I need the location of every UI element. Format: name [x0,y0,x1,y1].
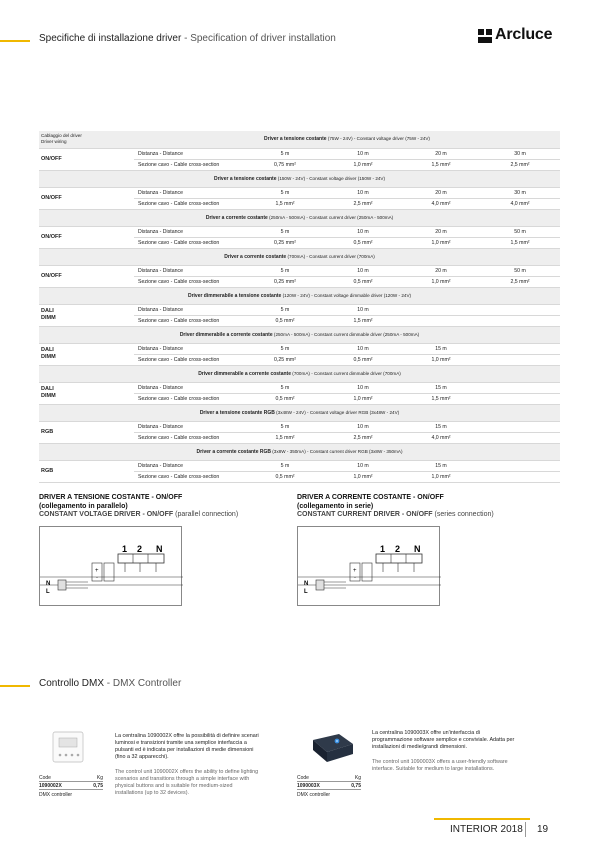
dmx-title-en: DMX Controller [112,678,182,689]
driver-group-title-rest: (700mA) - Constant current dimmable driver (700mA) [292,370,401,376]
wiring-right-subtitle-en: (series connection) [434,511,494,518]
distance-value: 5 m [246,187,324,198]
distance-value: 5 m [246,343,324,354]
driver-wiring-header-it: Cablaggio del driver [41,133,82,139]
footer-separator [525,822,526,837]
switch-terminal-block [118,554,164,563]
driver-group-title [39,209,560,226]
page-title [39,33,336,44]
distance-row [39,382,560,393]
distance-value: 10 m [324,226,402,237]
distance-value: 15 m [402,382,480,393]
distance-label: Distanza - Distance [134,382,246,393]
distance-label: Distanza - Distance [134,304,246,315]
driver-group-title [39,170,560,187]
series-wiring-diagram [297,526,440,606]
distance-value: 20 m [402,226,480,237]
cable-section-value: 1,0 mm² [402,276,480,287]
cable-section-value: 0,25 mm² [246,237,324,248]
brand-name: Arcluce [495,26,553,43]
driver-group-title-rest: (75W - 24V) - Constant voltage driver (75W - 24V) [327,136,430,142]
page-number: 19 [537,824,549,835]
cable-section-value [480,393,560,404]
cable-section-value [480,471,560,482]
distance-value: 10 m [324,382,402,393]
distance-value: 50 m [480,226,560,237]
cable-section-label: Sezione cavo - Cable cross-section [134,393,246,404]
dmx-title-it: Controllo DMX [39,678,105,689]
parallel-wiring-svg [40,527,183,607]
cable-section-value: 1,0 mm² [324,393,402,404]
driver-wiring-table-body [39,131,560,482]
control-type: ON/OFF [39,148,134,170]
cable-section-label: Sezione cavo - Cable cross-section [134,198,246,209]
distance-value: 5 m [246,265,324,276]
distance-value: 30 m [480,187,560,198]
cable-section-value: 4,0 mm² [402,198,480,209]
cable-section-label: Sezione cavo - Cable cross-section [134,315,246,326]
footer-accent-line [434,818,530,820]
distance-label: Distanza - Distance [134,460,246,471]
distance-row [39,460,560,471]
cable-section-value: 2,5 mm² [324,432,402,443]
wiring-left-title-en [39,511,238,520]
distance-label: Distanza - Distance [134,265,246,276]
cable-section-value: 0,25 mm² [246,276,324,287]
distance-value [480,343,560,354]
cable-section-value: 4,0 mm² [402,432,480,443]
driver-group-title-rest: (250mA - 500mA) - Constant current dimmable driver (250mA - 500mA) [273,331,420,337]
driver-group-title-rest: (3x8W - 350mA) - Constant current driver RGB (3x8W - 350mA) [272,448,403,454]
control-type: ON/OFF [39,265,134,287]
brand-mark-icon [478,29,492,43]
control-type: DALI DIMM [39,382,134,404]
driver-group-title-rest: (120W - 24V) - Constant voltage dimmable driver (120W - 24V) [282,292,412,298]
terminal-label-1: 1 [122,544,128,554]
control-type: RGB [39,460,134,482]
distance-value: 15 m [402,343,480,354]
cable-section-label: Sezione cavo - Cable cross-section [134,276,246,287]
product-type: DMX controller [297,792,331,798]
distance-value: 10 m [324,187,402,198]
cable-section-value: 1,0 mm² [324,159,402,170]
cable-section-value: 2,5 mm² [480,159,560,170]
driver-group-title [39,326,560,343]
catalog-label: INTERIOR 2018 [450,824,523,835]
cable-section-value: 1,5 mm² [246,432,324,443]
distance-value [480,304,560,315]
weight-label: Kg [96,774,103,781]
cable-section-value: 0,5 mm² [246,471,324,482]
cable-section-value: 4,0 mm² [480,198,560,209]
polarity-plus: + [95,568,99,574]
driver-group-title [39,404,560,421]
wiring-right-title-en-main: CONSTANT CURRENT DRIVER - ON/OFF [297,511,433,518]
distance-value: 10 m [324,304,402,315]
code-label: Code [39,774,51,781]
weight-label: Kg [354,774,361,781]
dmx-accent-line [0,685,30,687]
description-it: La centralina 1090002X offre la possibilità di definire scenari luminosi e transizioni tramite una semplice interfaccia a pulsanti ed è indicata per installazioni di medie dimensioni (fino a 32 apparecchi). [115,733,259,760]
product-weight: 0,75 [93,782,103,789]
driver-group-title [39,443,560,460]
distance-label: Distanza - Distance [134,187,246,198]
distance-value [480,382,560,393]
distance-label: Distanza - Distance [134,148,246,159]
cable-section-value: 1,5 mm² [480,237,560,248]
cable-section-label: Sezione cavo - Cable cross-section [134,471,246,482]
driver-group-title-rest: (250mA - 500mA) - Constant current driver (250mA - 500mA) [269,214,394,220]
product-table-header [297,774,361,782]
driver-group-title-it: Driver a tensione costante RGB [199,409,275,416]
cable-section-value: 2,5 mm² [480,276,560,287]
distance-row [39,226,560,237]
driver-group-title-row [39,209,560,226]
wiring-left-subtitle-it: (collegamento in parallelo) [39,502,128,510]
distance-value: 5 m [246,382,324,393]
driver-group-title-rest: (150W - 24V) - Constant voltage driver (150W - 24V) [277,175,386,181]
driver-wiring-table [39,131,560,483]
cable-section-value: 1,0 mm² [324,471,402,482]
distance-value: 30 m [480,148,560,159]
dmx-controller-1-image [39,730,107,764]
driver-group-title-it: Driver dimmerabile a corrente costante [179,331,273,338]
driver-group-title [39,248,560,265]
dmx-controller-2-description [372,730,518,773]
product-type: DMX controller [39,792,73,798]
cable-section-value [480,315,560,326]
cable-section-value: 1,5 mm² [324,315,402,326]
cable-section-value: 1,0 mm² [402,354,480,365]
driver-box-2 [362,563,372,581]
distance-value: 10 m [324,421,402,432]
cable-section-value: 1,0 mm² [402,237,480,248]
header-accent-line [0,40,30,42]
driver-group-title [39,365,560,382]
polarity-plus: + [353,568,357,574]
control-type: ON/OFF [39,226,134,248]
driver-group-title-rest: (700mA) - Constant current driver (700mA) [287,253,375,259]
mains-terminal [316,580,324,590]
polarity-minus: - [96,575,98,581]
cable-section-value [402,315,480,326]
wiring-left-title-it: DRIVER A TENSIONE COSTANTE - ON/OFF [39,494,183,501]
driver-group-title-row [39,248,560,265]
description-it: La centralina 1090003X offre un'interfaccia di programmazione software semplice e conviviale. Adatta per installazioni di medie/grandi dimensioni. [372,730,515,750]
wiring-right-subtitle-it: (collegamento in serie) [297,502,374,510]
product-table-row [297,782,361,790]
distance-value: 15 m [402,460,480,471]
distance-value [402,304,480,315]
distance-value: 50 m [480,265,560,276]
distance-value: 20 m [402,148,480,159]
distance-value: 10 m [324,265,402,276]
distance-value [480,460,560,471]
cable-section-value [480,354,560,365]
product-code: 1090002X [39,782,62,789]
wiring-left-heading [39,494,238,520]
product-table-row [39,782,103,790]
distance-row [39,421,560,432]
distance-row [39,265,560,276]
mains-terminal [58,580,66,590]
distance-value: 5 m [246,148,324,159]
cable-section-value: 0,25 mm² [246,354,324,365]
distance-value: 5 m [246,226,324,237]
polarity-minus: - [354,575,356,581]
cable-section-value: 1,5 mm² [246,198,324,209]
distance-row [39,187,560,198]
distance-row [39,343,560,354]
distance-row [39,304,560,315]
mains-label-l: L [304,589,308,595]
control-type: DALI DIMM [39,304,134,326]
control-type: DALI DIMM [39,343,134,365]
distance-value: 15 m [402,421,480,432]
wiring-right-title-en [297,511,494,520]
cable-section-label: Sezione cavo - Cable cross-section [134,354,246,365]
code-label: Code [297,774,309,781]
terminal-label-2: 2 [137,544,143,554]
distance-value: 10 m [324,148,402,159]
dmx-section-title [39,678,181,689]
cable-section-label: Sezione cavo - Cable cross-section [134,159,246,170]
page-title-en: Specification of driver installation [190,33,336,44]
terminal-label-n: N [156,544,163,554]
driver-group-title-row [39,404,560,421]
driver-group-title-row [39,287,560,304]
driver-group-title-it: Driver a tensione costante [264,136,327,143]
cable-section-label: Sezione cavo - Cable cross-section [134,432,246,443]
distance-value: 20 m [402,265,480,276]
product-code: 1090003X [297,782,320,789]
driver-wiring-header [39,131,134,148]
brand-logo [478,28,568,44]
cable-section-value: 0,75 mm² [246,159,324,170]
driver-group-title-it: Driver a corrente costante [205,214,268,221]
control-type: RGB [39,421,134,443]
mains-label-n: N [46,581,51,587]
distance-value [480,421,560,432]
wiring-left-title-en-main: CONSTANT VOLTAGE DRIVER - ON/OFF [39,511,174,518]
driver-group-title-it: Driver dimmerabile a tensione costante [187,292,282,299]
driver-group-title [134,131,560,148]
driver-group-title-row [39,365,560,382]
distance-value: 20 m [402,187,480,198]
cable-section-value: 0,5 mm² [324,237,402,248]
mains-label-l: L [46,589,50,595]
parallel-wiring-diagram [39,526,182,606]
page-title-separator: - [181,33,191,44]
page-title-it: Specifiche di installazione driver [39,33,182,44]
cable-section-value: 0,5 mm² [324,276,402,287]
driver-group-title-it: Driver a tensione costante [213,175,277,182]
dmx-controller-1-description [115,733,261,797]
cable-section-value [480,432,560,443]
distance-value: 10 m [324,343,402,354]
dmx-controller-1-table [39,774,103,798]
driver-group-title-row [39,326,560,343]
distance-value: 5 m [246,304,324,315]
distance-label: Distanza - Distance [134,343,246,354]
distance-label: Distanza - Distance [134,226,246,237]
terminal-label-2: 2 [395,544,401,554]
cable-section-label: Sezione cavo - Cable cross-section [134,237,246,248]
driver-group-title-it: Driver dimmerabile a corrente costante [198,370,292,377]
driver-wiring-header-en: Driver wiring [41,139,67,145]
wiring-right-title-it: DRIVER A CORRENTE COSTANTE - ON/OFF [297,494,444,501]
driver-box-2 [104,563,114,581]
distance-row [39,148,560,159]
terminal-label-n: N [414,544,421,554]
dmx-title-separator: - [104,678,113,689]
cable-section-value: 0,5 mm² [246,393,324,404]
dmx-controller-2-image [297,730,365,764]
control-type: ON/OFF [39,187,134,209]
product-weight: 0,75 [351,782,361,789]
switch-terminal-block [376,554,422,563]
dmx-controller-2-table [297,774,361,798]
driver-group-title-row [39,170,560,187]
wiring-left-subtitle-en: (parallel connection) [175,511,239,518]
distance-value: 5 m [246,421,324,432]
cable-section-value: 1,5 mm² [402,159,480,170]
distance-value: 5 m [246,460,324,471]
driver-group-title-rest: (3x48W - 24V) - Constant voltage driver RGB (3x48W - 24V) [276,409,400,415]
cable-section-value: 2,5 mm² [324,198,402,209]
driver-group-title [39,287,560,304]
cable-section-value: 1,0 mm² [402,471,480,482]
series-wiring-svg [298,527,441,607]
driver-group-title-it: Driver a corrente costante RGB [196,448,271,455]
mains-label-n: N [304,581,309,587]
distance-value: 10 m [324,460,402,471]
cable-section-value: 0,5 mm² [324,354,402,365]
product-table-header [39,774,103,782]
driver-group-title-row [39,131,560,148]
driver-group-title-row [39,443,560,460]
distance-label: Distanza - Distance [134,421,246,432]
cable-section-value: 1,5 mm² [402,393,480,404]
cable-section-value: 0,5 mm² [246,315,324,326]
description-en: The control unit 1090002X offers the ability to define lighting scenarios and transitions through a simple interface with physical buttons and is suitable for medium-sized installations (up to 32 devices). [115,769,259,796]
wiring-right-heading [297,494,494,520]
description-en: The control unit 1090003X offers a user-friendly software interface. Suitable for medium to large installations. [372,759,508,772]
terminal-label-1: 1 [380,544,386,554]
driver-group-title-it: Driver a corrente costante [224,253,287,260]
